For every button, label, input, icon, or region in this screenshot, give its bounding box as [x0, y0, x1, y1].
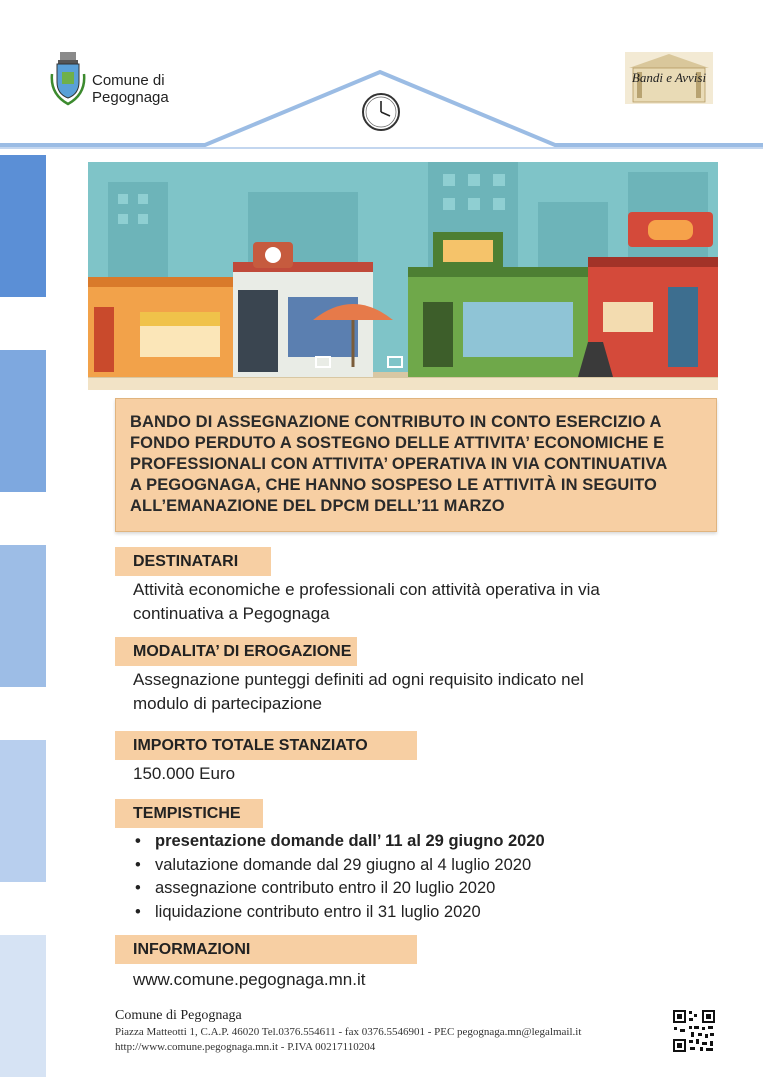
section-text-importo: 150.000 Euro: [133, 764, 236, 783]
document-title: BANDO DI ASSEGNAZIONE CONTRIBUTO IN CONTO ESERCIZIO A FONDO PERDUTO A SOSTEGNO DELLE ATTIVITA’ ECONOMICHE E PROFESSIONALI CON ATTIVITA’ OPERATIVA IN VIA CONTINUATIVA A PEGOGNAGA, CHE HANNO SOSPESO LE ATTIVITÀ IN SEGUITO ALL’EMANAZIONE DEL DPCM DELL’11 MARZO: [130, 413, 668, 515]
section-label-modalita: MODALITA’ DI EROGAZIONE: [115, 637, 357, 666]
section-text-destinatari: Attività economiche e professionali con attività operativa in via continuativa a Pegognaga: [133, 580, 600, 623]
section-label-destinatari: DESTINATARI: [115, 547, 271, 576]
section-label-informazioni: INFORMAZIONI: [115, 935, 417, 964]
section-label-importo: IMPORTO TOTALE STANZIATO: [115, 731, 417, 760]
footer-name: Comune di Pegognaga: [115, 1008, 242, 1023]
qr-code-icon[interactable]: [672, 1009, 716, 1053]
comune-line-1: Comune di: [92, 72, 165, 89]
sidebar-bar-4: [0, 740, 46, 882]
title-box: [115, 398, 717, 532]
tempistiche-item: • liquidazione contributo entro il 31 luglio 2020: [133, 901, 713, 925]
section-text-modalita: Assegnazione punteggi definiti ad ogni requisito indicato nel modulo di partecipazione: [133, 670, 584, 713]
comune-line-2: Pegognaga: [92, 89, 169, 106]
comune-title: [92, 72, 182, 106]
bandi-logo-text: Bandi e Avvisi: [631, 70, 707, 85]
tempistiche-item: • valutazione domande dal 29 giugno al 4 luglio 2020: [133, 854, 713, 878]
footer-web: http://www.comune.pegognaga.mn.it - P.IVA 00217110204: [115, 1041, 376, 1053]
clock-icon: [363, 94, 399, 130]
tempistiche-item: • presentazione domande dall’ 11 al 29 giugno 2020: [133, 830, 713, 854]
sidebar-bar-5: [0, 935, 46, 1077]
hero-illustration: [88, 162, 718, 390]
tempistiche-list: [133, 830, 713, 924]
sidebar-bar-3: [0, 545, 46, 687]
sidebar-bar-1: [0, 155, 46, 297]
bandi-avvisi-logo: [625, 52, 713, 104]
coat-of-arms-icon: [50, 52, 86, 108]
section-label-tempistiche: TEMPISTICHE: [115, 799, 263, 828]
footer-address: Piazza Matteotti 1, C.A.P. 46020 Tel.0376.554611 - fax 0376.5546901 - PEC pegognaga.mn@legalmail.it: [115, 1026, 582, 1038]
sidebar-bar-2: [0, 350, 46, 492]
website-link[interactable]: www.comune.pegognaga.mn.it: [133, 970, 366, 989]
tempistiche-item: • assegnazione contributo entro il 20 luglio 2020: [133, 877, 713, 901]
